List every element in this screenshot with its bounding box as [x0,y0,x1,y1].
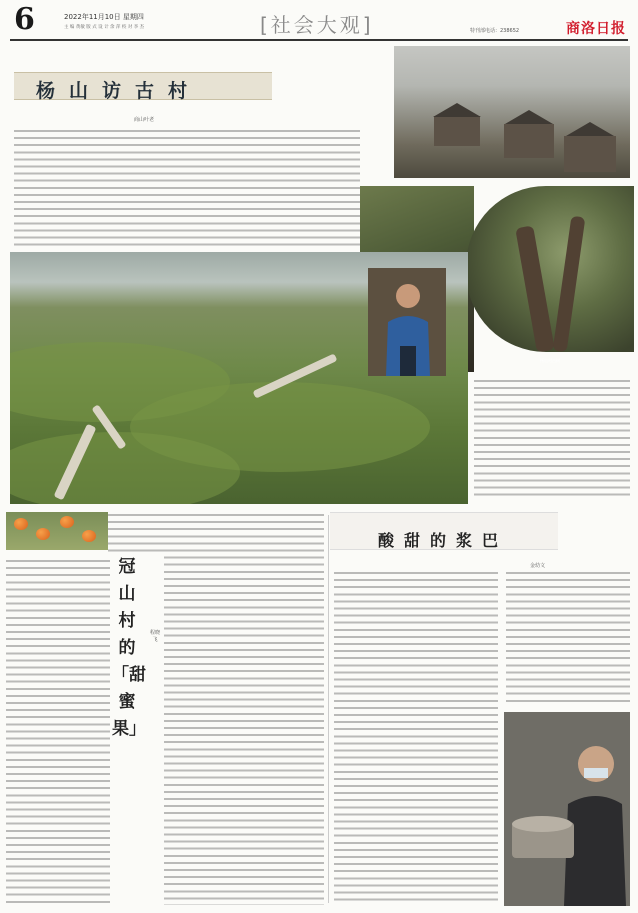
editor-credits: 主 编 黄敏 版 式 设 计 余 萍 校 对 李 杰 [64,25,145,30]
sweet-fruit-article-text [164,514,324,905]
sweet-fruit-article-text [108,514,164,552]
house-illustration [564,136,616,172]
elder-making-jiangba-photo [504,712,630,906]
text-lines [506,572,630,706]
sour-sweet-headline: 酸甜的浆巴 [378,531,509,550]
sour-sweet-byline: 金幼文 [530,563,546,569]
elder-figure [504,712,630,906]
roof-illustration [566,122,614,136]
sour-sweet-article-text [334,572,498,905]
page-number: 6 [14,2,35,37]
text-lines [6,560,110,905]
ancient-tree-photo [466,186,634,352]
tree-caption: 杨山村古树 [540,358,560,363]
column-divider [328,515,329,903]
sour-sweet-article-text [506,572,630,706]
sweet-fruit-byline: 程晓飞 [150,630,161,643]
village-photo [394,46,630,178]
persimmon-photo [6,512,108,550]
issue-date: 2022年11月10日 星期四 [64,13,144,21]
text-lines [474,380,630,500]
persimmon-fruit [36,528,50,540]
text-lines [14,130,360,246]
house-illustration [504,124,554,158]
persimmon-fruit [14,518,28,530]
text-lines [334,572,498,905]
house-illustration [434,116,480,146]
masthead-divider [10,39,628,41]
villager-figure [368,268,446,376]
sweet-fruit-article-text [6,560,110,905]
feature-article-text [14,130,360,246]
feature-byline: 商山叶老 [134,117,155,123]
tree-trunk [515,225,555,352]
masthead [0,0,638,40]
newspaper-logo: 商洛日报 [566,21,626,37]
section-title: [社会大观] [260,13,374,37]
roof-illustration [433,103,481,117]
tree-trunk [553,216,586,352]
text-lines [164,514,324,905]
feature-headline: 杨山访古村 [36,80,202,102]
persimmon-fruit [82,530,96,542]
sweet-fruit-headline: 冠山村的「甜蜜果」 [112,557,146,739]
desk-phone: 特刊部电话：238652 [470,28,520,34]
text-lines [108,514,164,552]
roof-illustration [505,110,553,124]
feature-article-text-right [474,380,630,500]
persimmon-fruit [60,516,74,528]
